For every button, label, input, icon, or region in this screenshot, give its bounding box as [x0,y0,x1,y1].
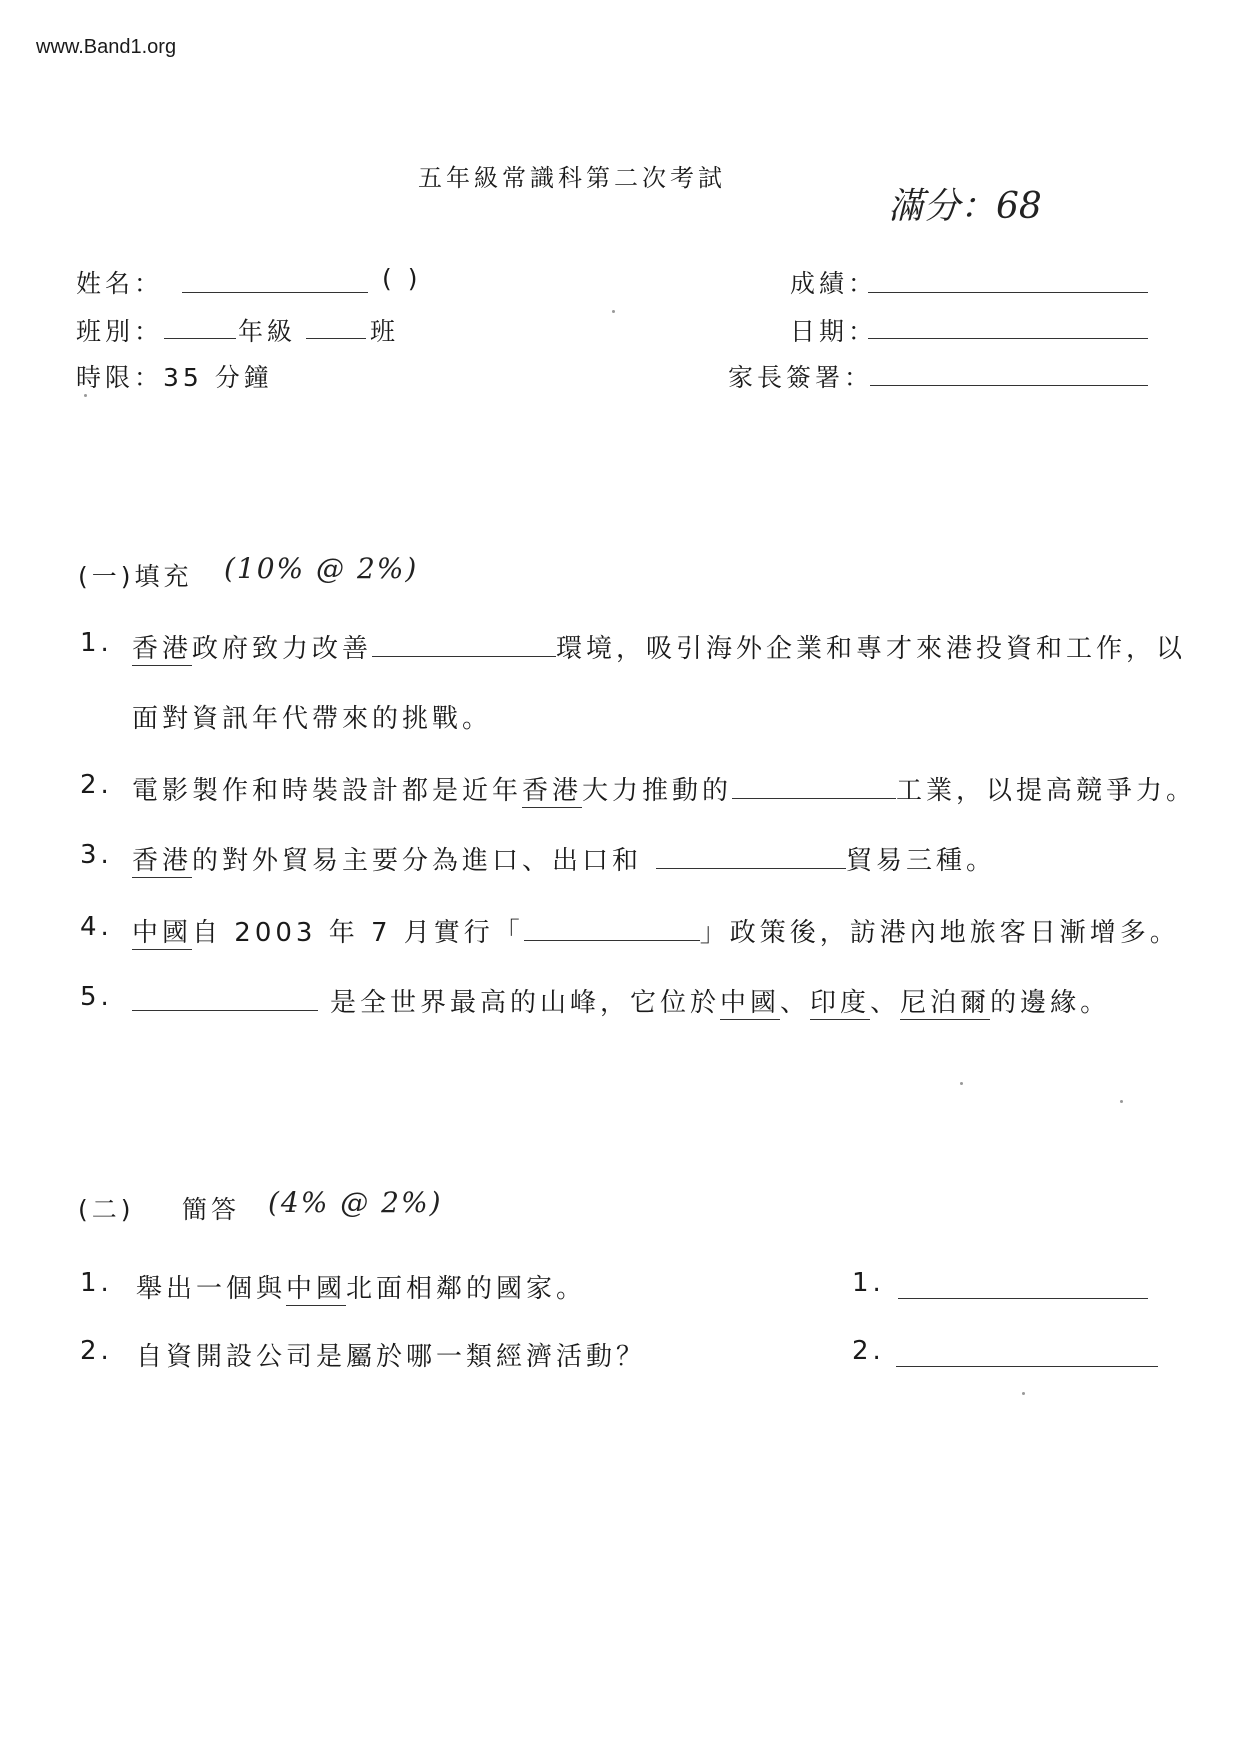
s2-q2-answer-number: 2. [852,1336,885,1366]
scan-speck [84,394,87,397]
q4-place-china: 中國 [132,918,193,948]
full-marks: 滿分：68 [888,186,1042,227]
class-number-paren: ( ) [382,264,422,293]
section2-subtitle: 簡答 [182,1195,241,1224]
q1-answer-blank[interactable] [372,630,556,657]
s2-q1-answer-number: 1. [852,1268,885,1298]
scan-speck [1022,1392,1025,1395]
section1-marks: (10% @ 2%) [224,552,419,585]
grade-field[interactable] [164,338,236,339]
class-label: 班別： [76,317,164,346]
s2-q2-text: 自資開設公司是屬於哪一類經濟活動？ [136,1342,647,1372]
s2-q1-place-china: 中國 [286,1274,347,1304]
s2-q2-number: 2. [80,1336,113,1366]
time-limit: 時限：35 分鐘 [76,363,273,392]
grade-word: 年級 [238,317,297,346]
signature-field[interactable] [870,385,1148,386]
q5-place-india: 印度 [810,988,871,1018]
page-title: 五年級常識科第二次考試 [418,164,726,192]
watermark: www.Band1.org [36,36,177,58]
q5-number: 5. [80,982,113,1012]
date-label: 日期： [790,317,878,346]
q4-number: 4. [80,912,113,942]
q4-answer-blank[interactable] [524,914,700,941]
q2-place-hk: 香港 [522,776,583,806]
q1-number: 1. [80,628,113,658]
s2-q2-answer-line[interactable] [896,1366,1158,1367]
scan-speck [960,1082,963,1085]
q3-place-hk: 香港 [132,846,193,876]
q3-number: 3. [80,840,113,870]
scan-speck [1120,1100,1123,1103]
q1-place-hk: 香港 [132,634,193,664]
scan-speck [612,310,615,313]
section2-marks: (4% @ 2%) [268,1186,443,1219]
s2-q1-answer-line[interactable] [898,1298,1148,1299]
q1-text-line2: 面對資訊年代帶來的挑戰。 [132,704,493,734]
q5-place-nepal: 尼泊爾 [900,988,991,1018]
date-field[interactable] [868,338,1148,339]
q5-text: 是全世界最高的山峰，它位於中國、印度、尼泊爾的邊緣。 [132,982,1110,1019]
s2-q1-text: 舉出一個與中國北面相鄰的國家。 [136,1274,587,1304]
q3-text: 香港的對外貿易主要分為進口、出口和 貿易三種。 [132,840,996,877]
q2-text: 電影製作和時裝設計都是近年香港大力推動的 工業，以提高競爭力。 [132,770,1196,807]
q3-answer-blank[interactable] [656,842,846,869]
section1-title: (一)填充 [78,562,193,591]
name-label: 姓名： [76,269,164,298]
class-word: 班 [370,317,400,346]
name-field[interactable] [182,292,368,293]
s2-q1-number: 1. [80,1268,113,1298]
score-label: 成績： [790,269,878,298]
signature-label: 家長簽署： [728,363,874,392]
q5-answer-blank[interactable] [132,984,318,1011]
score-field[interactable] [868,292,1148,293]
class-field[interactable] [306,338,366,339]
q2-answer-blank[interactable] [732,772,896,799]
q4-text: 中國自 2003 年 7 月實行「 」政策後，訪港內地旅客日漸增多。 [132,912,1180,949]
q5-place-china: 中國 [720,988,781,1018]
q2-number: 2. [80,770,113,800]
q1-text: 香港政府致力改善 環境，吸引海外企業和專才來港投資和工作，以 [132,628,1186,665]
section2-title: (二) [78,1195,135,1224]
